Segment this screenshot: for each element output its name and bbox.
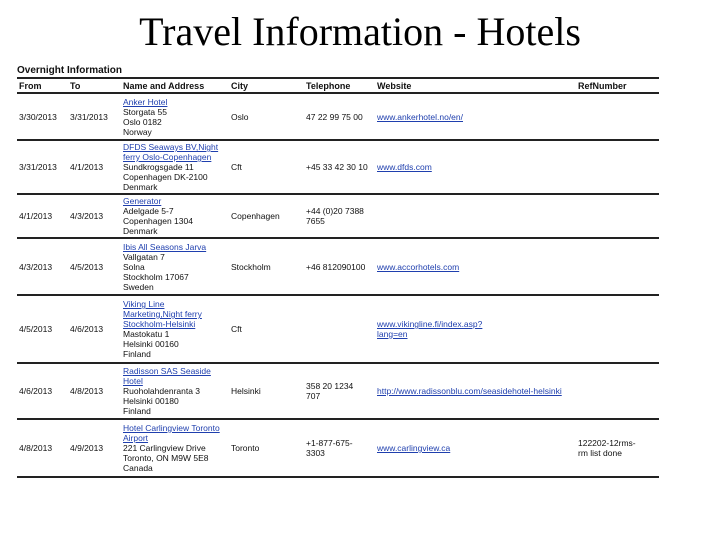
cell-to — [68, 194, 121, 238]
phone-text: +1-877-675- — [306, 438, 353, 448]
address-line: Copenhagen DK-2100 — [123, 172, 208, 182]
address-line: Storgata 55 — [123, 106, 167, 117]
cell-from — [17, 140, 68, 194]
address-line: Denmark — [123, 182, 158, 192]
cell-website — [375, 363, 576, 419]
cell-telephone — [304, 363, 375, 419]
website-link[interactable]: www.vikingline.fi/index.asp? — [377, 319, 483, 329]
from-date: 4/8/2013 — [19, 443, 53, 453]
ref-number-text: 122202-12rms- — [578, 438, 636, 448]
to-date: 4/8/2013 — [70, 386, 104, 396]
city-text: Toronto — [231, 443, 260, 453]
address-line: Solna — [123, 261, 145, 272]
cell-ref-number — [576, 295, 659, 363]
phone-text: +44 (0)20 7388 — [306, 206, 364, 216]
cell-city — [229, 363, 304, 419]
cell-name-address — [121, 93, 229, 140]
cell-city — [229, 419, 304, 477]
website-link[interactable]: www.accorhotels.com — [377, 261, 460, 272]
cell-name-address — [121, 419, 229, 477]
hotel-name-link[interactable]: DFDS Seaways BV,Night — [123, 142, 219, 152]
cell-city — [229, 194, 304, 238]
table-row — [17, 93, 659, 140]
from-date: 3/31/2013 — [19, 162, 57, 172]
website-link[interactable]: www.ankerhotel.no/en/ — [377, 111, 463, 122]
phone-text: 47 22 99 75 00 — [306, 111, 363, 122]
address-line: Sundkrogsgade 11 — [123, 162, 194, 172]
address-line: Ruoholahdenranta 3 — [123, 386, 201, 396]
city-text: Cft — [231, 324, 242, 334]
cell-ref-number — [576, 140, 659, 194]
cell-ref-number — [576, 238, 659, 295]
cell-telephone — [304, 93, 375, 140]
header-from: From — [17, 78, 68, 93]
header-to: To — [68, 78, 121, 93]
to-date: 4/1/2013 — [70, 162, 104, 172]
table-header-row — [17, 78, 659, 93]
cell-to — [68, 93, 121, 140]
cell-city — [229, 295, 304, 363]
cell-from — [17, 419, 68, 477]
address-line: Norway — [123, 126, 152, 137]
hotel-name-link[interactable]: Anker Hotel — [123, 96, 168, 107]
phone-text: 358 20 1234 — [306, 381, 354, 391]
from-date: 4/3/2013 — [19, 261, 53, 272]
cell-from — [17, 295, 68, 363]
table-row — [17, 238, 659, 295]
cell-telephone — [304, 194, 375, 238]
address-line: Mastokatu 1 — [123, 329, 170, 339]
from-date: 4/6/2013 — [19, 386, 53, 396]
from-date: 4/1/2013 — [19, 211, 53, 221]
phone-text: 3303 — [306, 448, 325, 458]
city-text: Copenhagen — [231, 211, 280, 221]
hotel-name-link[interactable]: ferry Oslo-Copenhagen — [123, 152, 212, 162]
hotel-name-link[interactable]: Radisson SAS Seaside — [123, 366, 211, 376]
cell-to — [68, 419, 121, 477]
table-row — [17, 194, 659, 238]
hotel-name-link[interactable]: Airport — [123, 433, 149, 443]
cell-website — [375, 419, 576, 477]
phone-text: 7655 — [306, 216, 325, 226]
table-row — [17, 140, 659, 194]
header-city: City — [229, 78, 304, 93]
table-row — [17, 295, 659, 363]
cell-telephone — [304, 295, 375, 363]
header-telephone: Telephone — [304, 78, 375, 93]
cell-to — [68, 238, 121, 295]
cell-telephone — [304, 140, 375, 194]
address-line: Toronto, ON M9W 5E8 — [123, 453, 209, 463]
cell-city — [229, 93, 304, 140]
overnight-sheet — [17, 64, 659, 478]
website-link[interactable]: www.carlingview.ca — [377, 443, 451, 453]
address-line: Stockholm 17067 — [123, 271, 189, 282]
address-line: 221 Carlingview Drive — [123, 443, 206, 453]
cell-city — [229, 238, 304, 295]
address-line: Denmark — [123, 226, 158, 236]
cell-website — [375, 194, 576, 238]
to-date: 4/3/2013 — [70, 211, 104, 221]
cell-from — [17, 363, 68, 419]
website-link[interactable]: http://www.radissonblu.com/seasidehotel-helsinki — [377, 386, 562, 396]
to-date: 4/6/2013 — [70, 324, 104, 334]
cell-ref-number — [576, 194, 659, 238]
hotels-table — [17, 77, 659, 478]
header-website: Website — [375, 78, 576, 93]
cell-telephone — [304, 238, 375, 295]
cell-city — [229, 140, 304, 194]
cell-name-address — [121, 238, 229, 295]
cell-telephone — [304, 419, 375, 477]
to-date: 4/5/2013 — [70, 261, 104, 272]
address-line: Canada — [123, 463, 153, 473]
address-line: Helsinki 00160 — [123, 339, 179, 349]
cell-ref-number — [576, 93, 659, 140]
hotel-name-link[interactable]: Hotel Carlingview Toronto — [123, 423, 220, 433]
address-line: Copenhagen 1304 — [123, 216, 193, 226]
cell-ref-number — [576, 363, 659, 419]
from-date: 3/30/2013 — [19, 111, 57, 122]
address-line: Oslo 0182 — [123, 116, 162, 127]
hotel-name-link[interactable]: Marketing,Night ferry — [123, 309, 202, 319]
address-line: Helsinki 00180 — [123, 396, 179, 406]
cell-to — [68, 295, 121, 363]
city-text: Helsinki — [231, 386, 261, 396]
hotel-name-link[interactable]: Ibis All Seasons Jarva — [123, 241, 207, 252]
phone-text: 707 — [306, 391, 321, 401]
hotel-name-link[interactable]: Hotel — [123, 376, 143, 386]
address-line: Sweden — [123, 281, 154, 292]
cell-website — [375, 238, 576, 295]
header-name-address: Name and Address — [121, 78, 229, 93]
to-date: 4/9/2013 — [70, 443, 104, 453]
page-title: Travel Information - Hotels — [139, 9, 581, 54]
address-line: Vallgatan 7 — [123, 251, 165, 262]
to-date: 3/31/2013 — [70, 111, 108, 122]
from-date: 4/5/2013 — [19, 324, 53, 334]
phone-text: +45 33 42 30 10 — [306, 162, 368, 172]
address-line: Adelgade 5-7 — [123, 206, 174, 216]
section-title: Overnight Information — [17, 65, 122, 76]
city-text: Cft — [231, 162, 242, 172]
cell-to — [68, 140, 121, 194]
address-line: Finland — [123, 349, 151, 359]
address-line: Finland — [123, 406, 151, 416]
cell-from — [17, 194, 68, 238]
cell-website — [375, 295, 576, 363]
cell-name-address — [121, 363, 229, 419]
cell-from — [17, 93, 68, 140]
hotel-name-link[interactable]: Viking Line — [123, 299, 165, 309]
ref-number-text: rm list done — [578, 448, 622, 458]
table-row — [17, 419, 659, 477]
city-text: Oslo — [231, 111, 249, 122]
cell-ref-number — [576, 419, 659, 477]
city-text: Stockholm — [231, 261, 271, 272]
cell-website — [375, 140, 576, 194]
cell-from — [17, 238, 68, 295]
cell-to — [68, 363, 121, 419]
hotel-name-link[interactable]: Generator — [123, 196, 162, 206]
website-link[interactable]: www.dfds.com — [377, 162, 432, 172]
header-ref-number: RefNumber — [576, 78, 659, 93]
cell-name-address — [121, 140, 229, 194]
hotel-name-link[interactable]: Stockholm-Helsinki — [123, 319, 196, 329]
phone-text: +46 812090100 — [306, 261, 366, 272]
website-link[interactable]: lang=en — [377, 329, 408, 339]
table-row — [17, 363, 659, 419]
cell-name-address — [121, 295, 229, 363]
cell-website — [375, 93, 576, 140]
cell-name-address — [121, 194, 229, 238]
